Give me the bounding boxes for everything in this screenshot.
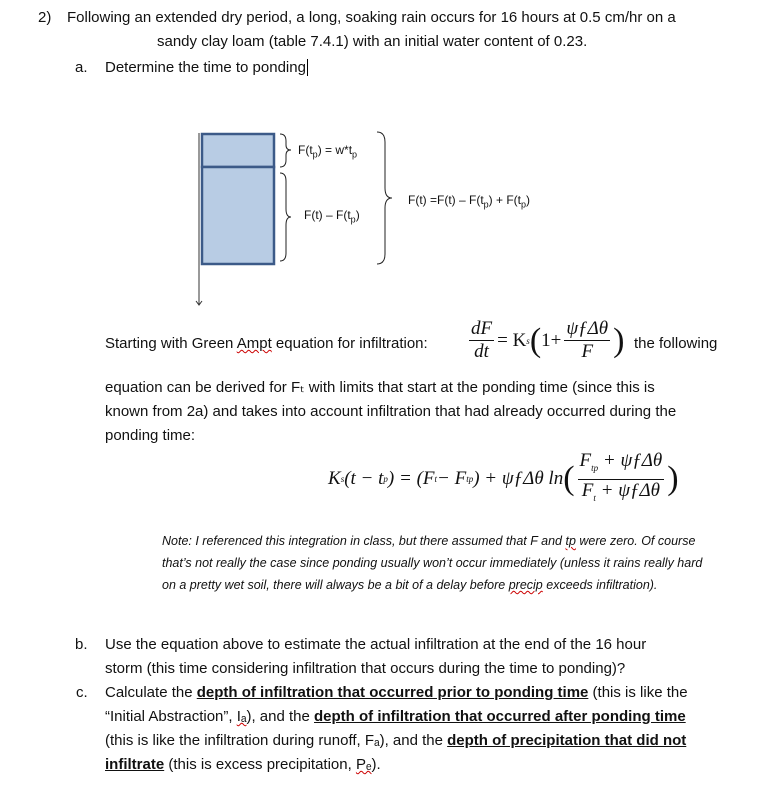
part-c-line-2: “Initial Abstraction”, Iₐ), and the depth of infiltration that occurred after ponding time bbox=[105, 708, 686, 725]
text-cursor bbox=[307, 59, 308, 76]
brace-right bbox=[375, 130, 405, 270]
brace-top bbox=[280, 134, 291, 167]
brace-bottom bbox=[280, 173, 291, 261]
ponding-infiltration-block bbox=[202, 134, 274, 167]
part-c-line-4: infiltrate (this is excess precipitation, Pₑ). bbox=[105, 756, 381, 773]
part-a-label: Determine the time to ponding bbox=[105, 59, 306, 76]
post-ponding-infiltration-block bbox=[202, 167, 274, 264]
infiltration-diagram bbox=[190, 125, 390, 315]
question-line-1: Following an extended dry period, a long, soaking rain occurs for 16 hours at 0.5 cm/hr on a bbox=[67, 9, 676, 26]
note-line-1: Note: I referenced this integration in class, but there assumed that F and tp were zero. Of course bbox=[162, 534, 696, 548]
note-line-2: that’s not really the case since ponding usually won’t occur immediately (unless it rains really hard bbox=[162, 556, 703, 570]
part-b-marker: b. bbox=[75, 636, 88, 653]
integrated-green-ampt-equation: K s (t − t p ) = (F t − F tp ) + ψƒΔθ ln ( $\frac{F_{tp} + \psi ƒ\Delta\theta}{F_t + \psi ƒ\Delta\theta}$ ) bbox=[328, 450, 679, 503]
part-a-text[interactable] bbox=[105, 58, 308, 78]
question-line-2: sandy clay loam (table 7.4.1) with an initial water content of 0.23. bbox=[157, 33, 588, 50]
label-f-t-total: $F(t) =F(t) - F(t_p) + F(t_p)$ bbox=[408, 193, 531, 210]
paragraph-line-3: ponding time: bbox=[105, 427, 196, 444]
paragraph-line-1: equation can be derived for Fₜ with limits that start at the ponding time (since this is bbox=[105, 379, 655, 396]
note-line-3: on a pretty wet soil, there will always be a bit of a delay before precip exceeds infiltration). bbox=[162, 578, 658, 592]
part-c-line-3: (this is like the infiltration during runoff, Fₐ), and the depth of precipitation that did not bbox=[105, 732, 687, 749]
question-number: 2) bbox=[38, 9, 52, 26]
label-f-tp: $F(t_p) = w*t_p$ bbox=[298, 143, 358, 160]
part-c-line-1: Calculate the depth of infiltration that occurred prior to ponding time (this is like the bbox=[105, 684, 688, 701]
label-f-t-minus-f-tp: $F(t) - F(t_p)$ bbox=[304, 208, 360, 225]
part-a-marker: a. bbox=[75, 59, 88, 76]
green-ampt-after: the following bbox=[634, 335, 718, 352]
green-ampt-intro: Starting with Green Ampt equation for infiltration: bbox=[105, 335, 428, 352]
paragraph-line-2: known from 2a) and takes into account infiltration that had already occurred during the bbox=[105, 403, 677, 420]
part-b-line-1: Use the equation above to estimate the actual infiltration at the end of the 16 hour bbox=[105, 636, 647, 653]
green-ampt-equation: $\frac{dF}{dt}$ = K s ( 1+ $\frac{\text{ψƒΔθ}}{F}$ ) bbox=[471, 318, 625, 362]
part-c-marker: c. bbox=[76, 684, 88, 701]
part-b-line-2: storm (this time considering infiltration that occurs during the time to ponding)? bbox=[105, 660, 626, 677]
